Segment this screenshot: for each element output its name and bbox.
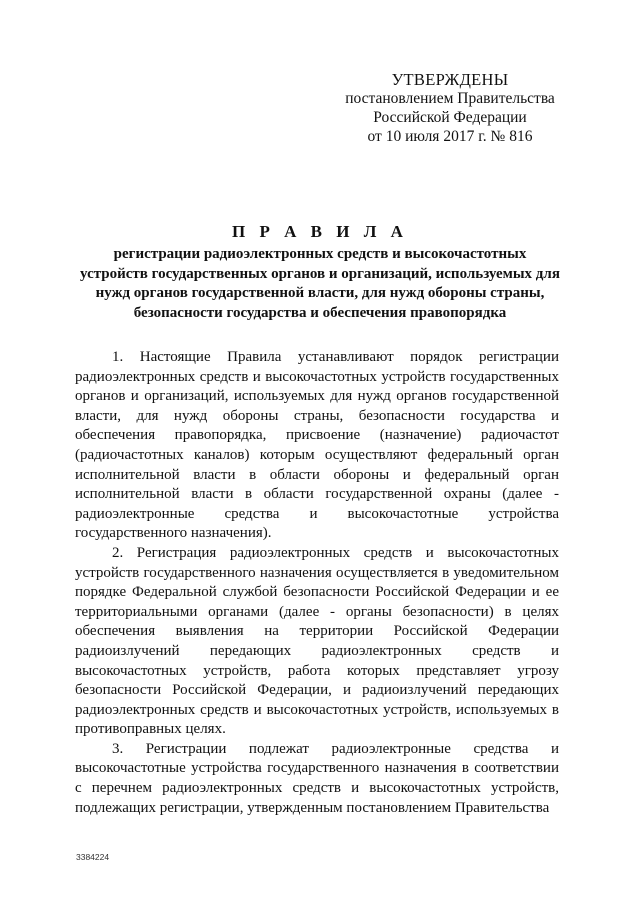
approval-line-date: от 10 июля 2017 г. № 816 xyxy=(367,128,533,145)
approval-line-decree: постановлением Правительства xyxy=(345,90,555,107)
approval-line-country: Российской Федерации xyxy=(373,109,527,126)
document-code: 3384224 xyxy=(76,852,110,862)
approval-title: УТВЕРЖДЕНЫ xyxy=(391,70,509,89)
document-subtitle: регистрации радиоэлектронных средств и высокочастотных устройств государственных органов и организаций, используемых для нужд органов государственной власти, для нужд обороны страны, безопасности государства и обеспечения правопорядка xyxy=(80,246,560,321)
paragraph-1: 1. Настоящие Правила устанавливают порядок регистрации радиоэлектронных средств и высокочастотных устройств государственных органов и организаций, используемых для нужд органов государственной власти, для нужд обороны страны, безопасности государства и обеспечения правопорядка, присвоение (назначение) радиочастот (радиочастотных каналов) которым осуществляют федеральный орган исполнительной власти в области обороны и федеральный орган исполнительной власти в области государственной охраны (далее - радиоэлектронные средства и высокочастотные устройства государственного назначения). xyxy=(75,349,559,542)
document-title: П Р А В И Л А xyxy=(232,222,408,241)
paragraph-2: 2. Регистрация радиоэлектронных средств и высокочастотных устройств государственного назначения осуществляется в уведомительном порядке Федеральной службой безопасности Российской Федерации и ее территориальными органами (далее - органы безопасности) в целях обеспечения выявления на территории Российской Федерации радиоизлучений передающих радиоэлектронных средств и высокочастотных устройств, работа которых представляет угрозу безопасности Российской Федерации, и радиоизлучений передающих радиоэлектронных средств и высокочастотных устройств, используемых в противоправных целях. xyxy=(75,544,559,738)
paragraph-3-container xyxy=(75,740,559,857)
document-body xyxy=(75,348,559,857)
paragraph-3: 3. Регистрации подлежат радиоэлектронные средства и высокочастотные устройства государственного назначения в соответствии с перечнем радиоэлектронных средств и высокочастотных устройств, подлежащих регистрации, утвержденным постановлением Правительства xyxy=(75,740,559,816)
approval-block xyxy=(340,70,560,146)
